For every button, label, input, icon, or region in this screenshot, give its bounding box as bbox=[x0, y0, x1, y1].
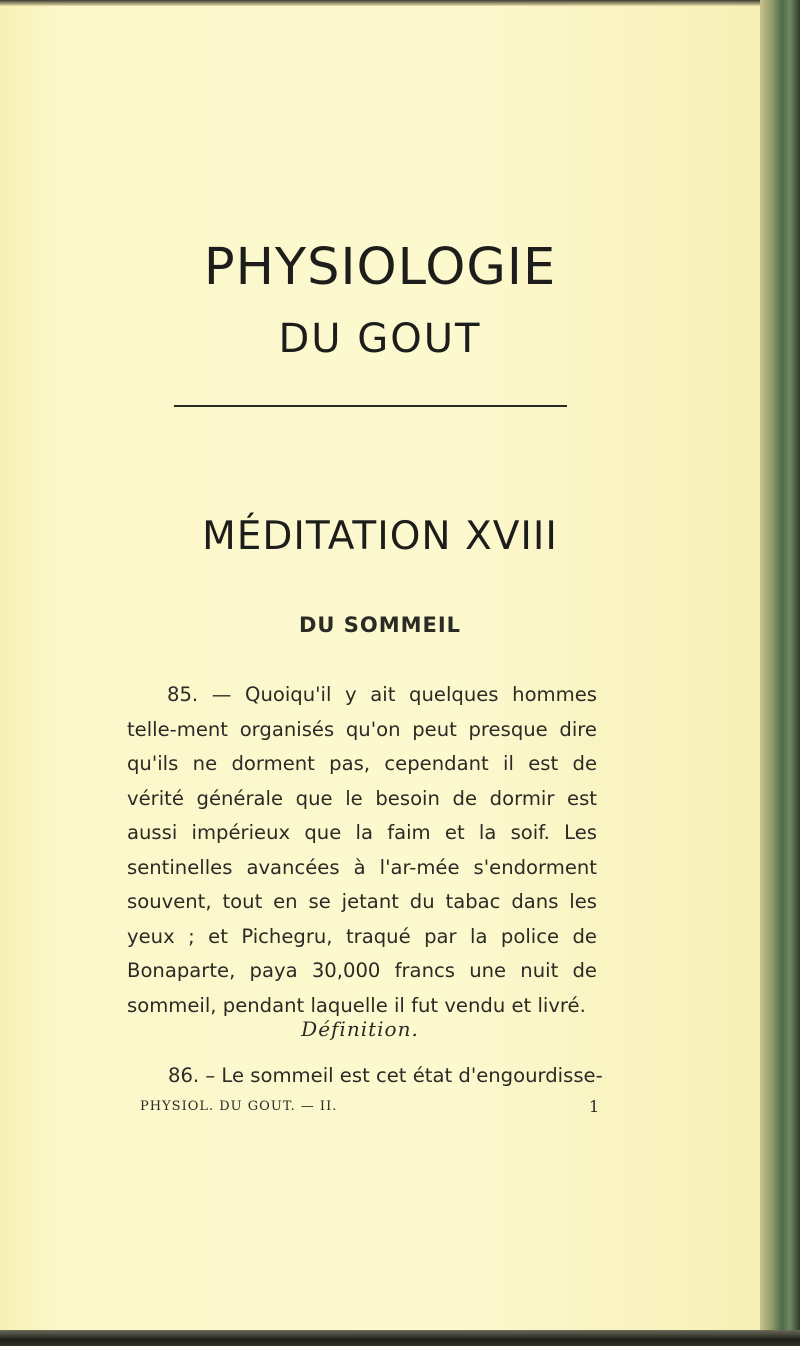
page-bottom-edge bbox=[0, 1330, 800, 1346]
book-binding-edge bbox=[760, 0, 800, 1346]
chapter-heading: MÉDITATION XVIII bbox=[202, 514, 558, 559]
chapter-subtitle: DU SOMMEIL bbox=[298, 613, 462, 637]
paragraph-85: 85. — Quoiqu'il y ait quelques hommes telle-ment organisés qu'on peut presque dire qu'ils ne dorment pas, cependant il est de vérité générale que le besoin de dormir est aussi impérieux que la faim et la soif. Les sentinelles avancées à l'ar-mée s'endorment souvent, tout en se jetant du tabac dans les yeux ; et Pichegru, traqué par la police de Bonaparte, paya 30,000 francs une nuit de sommeil, pendant laquelle il fut vendu et livré. bbox=[127, 683, 597, 1017]
footer-signature: PHYSIOL. DU GOUT. — II. bbox=[140, 1099, 338, 1114]
section-heading-definition: Définition. bbox=[301, 1017, 419, 1041]
book-title-line1: PHYSIOLOGIE bbox=[203, 238, 557, 297]
book-title-line2: DU GOUT bbox=[278, 316, 482, 362]
page-top-edge bbox=[0, 0, 760, 6]
title-rule bbox=[174, 405, 567, 407]
paragraph-86: 86. – Le sommeil est cet état d'engourdisse- bbox=[168, 1064, 603, 1087]
footer-sheet-number: 1 bbox=[589, 1097, 600, 1116]
